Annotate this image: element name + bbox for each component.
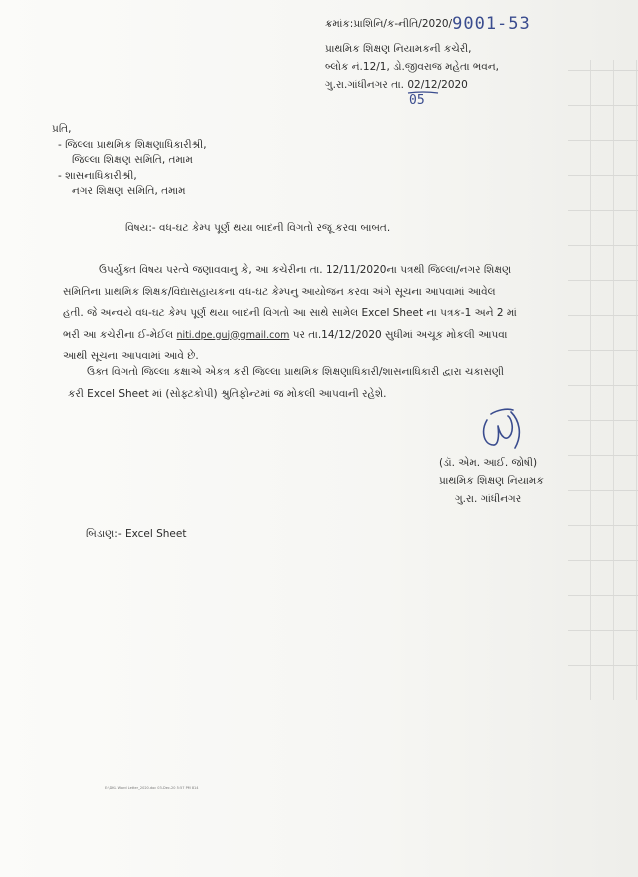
- recipient-line: - જિલ્લા પ્રાથમિક શિક્ષણાધિકારીશ્રી,: [58, 138, 207, 151]
- paragraph-line: આથી સૂચના આપવામાં આવે છે.: [63, 350, 199, 362]
- handwritten-date-sub: 05: [409, 93, 425, 108]
- paragraph-line: હતી. જે અન્વયે વધ-ઘટ કેમ્પ પૂર્ણ થયા બાદની વિગતો આ સાથે સામેલ Excel Sheet ના પત્રક-1 અને 2 માં: [63, 307, 517, 319]
- signatory-designation: પ્રાથમિક શિક્ષણ નિયામક: [439, 475, 544, 487]
- reference-number: [325, 14, 531, 34]
- signatory-block: [439, 454, 544, 508]
- office-date-line: ગુ.રા.ગાંધીનગર તા. 02/12/2020: [325, 79, 468, 91]
- recipient-line: - શાસનાધિકારીશ્રી,: [58, 169, 137, 182]
- paragraph-two: [63, 362, 583, 405]
- paragraph-line: સમિતિના પ્રાથમિક શિક્ષક/વિદ્યાસહાયકના વધ-ઘટ કેમ્પનુ આયોજન કરવા અંગે સૂચના આપવામાં આવેલ: [63, 285, 496, 298]
- reference-handwritten: 9001-53: [452, 14, 531, 34]
- signatory-place: ગુ.રા. ગાંધીનગર: [455, 493, 522, 505]
- office-address: [325, 40, 499, 94]
- paragraph-line-with-email: [63, 325, 583, 347]
- office-line: પ્રાથમિક શિક્ષણ નિયામકની કચેરી,: [325, 43, 472, 55]
- file-path-footer: E:\DKL Word Letter_2020.doc 03-Dec-20 5:57 PM 814: [105, 786, 199, 790]
- salutation: પ્રતિ,: [52, 123, 72, 135]
- line-text: પર તા.14/12/2020 સુધીમાં અચૂક મોકલી આપવા: [289, 328, 508, 341]
- recipient-line: જિલ્લા શિક્ષણ સમિતિ, તમામ: [72, 154, 193, 166]
- recipients-block: [52, 122, 207, 200]
- signature-mark: [477, 404, 529, 452]
- office-line: બ્લોક નં.12/1, ડો.જીવરાજ મહેતા ભવન,: [325, 61, 499, 73]
- email-link[interactable]: niti.dpe.guj@gmail.com: [176, 329, 290, 341]
- paragraph-line: ઉપર્યુક્ત વિષય પરત્વે જણાવવાનુ કે, આ કચેરીના તા. 12/11/2020ના પત્રથી જિલ્લા/નગર શિક્ષણ: [99, 264, 512, 276]
- attachment-line: બિડાણ:- Excel Sheet: [86, 528, 187, 540]
- reference-printed: ક્રમાંક:પ્રાશિનિ/ક-નીતિ/2020/: [325, 18, 453, 30]
- paragraph-line: ઉક્ત વિગતો જિલ્લા કક્ષાએ એકત્ર કરી જિલ્લા પ્રાથમિક શિક્ષણાધિકારી/શાસનાધિકારી દ્વારા ચકાસણી: [87, 366, 504, 378]
- subject-line: વિષય:- વધ-ઘટ કેમ્પ પૂર્ણ થયા બાદની વિગતો રજૂ કરવા બાબત.: [125, 222, 391, 234]
- line-text: ભરી આ કચેરીના ઈ-મેઈલ: [63, 328, 177, 341]
- recipient-line: નગર શિક્ષણ સમિતિ, તમામ: [72, 185, 186, 197]
- paragraph-line: કરી Excel Sheet માં (સોફ્ટકોપી) શ્રુતિફોન્ટમાં જ મોકલી આપવાની રહેશે.: [68, 387, 387, 400]
- signatory-name: (ડૉ. એમ. આઈ. જોષી): [439, 457, 538, 469]
- paragraph-one: [63, 260, 583, 368]
